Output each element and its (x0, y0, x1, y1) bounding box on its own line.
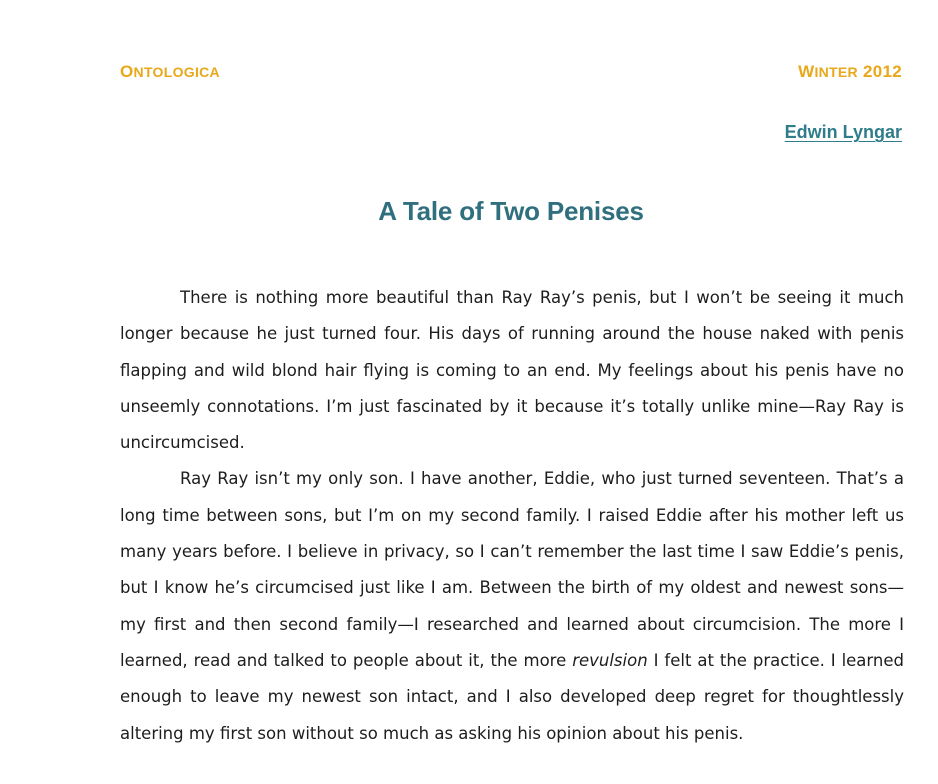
journal-name (120, 62, 220, 82)
issue-season-initial: W (798, 62, 815, 81)
author-link[interactable]: Edwin Lyngar (784, 122, 902, 142)
journal-name-rest: NTOLOGICA (133, 64, 220, 80)
emphasized-word: revulsion (572, 650, 648, 670)
issue-season-rest: INTER (814, 64, 858, 80)
article-body (120, 280, 904, 752)
article-title: A Tale of Two Penises (378, 196, 644, 226)
paragraph: There is nothing more beautiful than Ray Ray’s penis, but I won’t be seeing it much longer because he just turned four. His days of running around the house naked with penis flapping and wild blond hair flying is coming to an end. My feelings about his penis have no unseemly connotations. I’m just fascinated by it because it’s totally unlike mine—Ray Ray is uncircumcised. (120, 288, 904, 453)
paragraph (120, 461, 904, 751)
paragraph-text: Ray Ray isn’t my only son. I have another, Eddie, who just turned seventeen. That’s a long time between sons, but I’m on my second family. I raised Eddie after his mother left us many years before. I believe in privacy, so I can’t remember the last time I saw Eddie’s penis, but I know he’s circumcised just like I am. Between the birth of my oldest and newest sons—my first and then second family—I researched and learned about circumcision. The more I learned, read and talked to people about it, the more (120, 469, 904, 670)
paragraph-text: I felt at the practice. I learned enough to leave my newest son intact, and I also developed deep regret for thoughtlessly altering my first son without so much as asking his opinion about his penis. (120, 650, 904, 743)
issue-year: 2012 (862, 62, 902, 81)
issue-label (798, 62, 902, 82)
journal-name-initial: O (120, 62, 134, 81)
